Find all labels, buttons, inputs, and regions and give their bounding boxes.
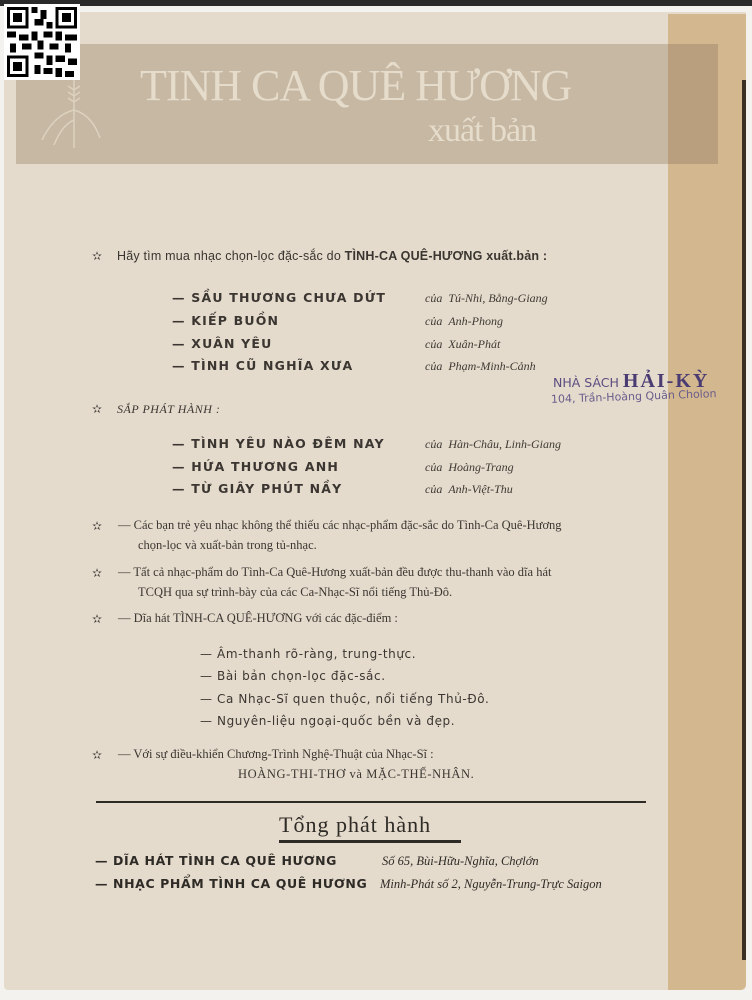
feature-item: — Âm-thanh rõ-ràng, trung-thực. bbox=[200, 647, 417, 661]
feature-item: — Nguyên-liệu ngoại-quốc bền và đẹp. bbox=[200, 714, 456, 728]
song-author: của Phạm-Minh-Cảnh bbox=[425, 359, 536, 373]
bookstore-address: 104, Trần-Hoàng Quân Cholon bbox=[550, 387, 717, 406]
song-entry: — TÌNH YÊU NÀO ĐÊM NAY bbox=[172, 436, 385, 451]
song-entry: — TỪ GIÂY PHÚT NẦY bbox=[172, 481, 343, 496]
song-entry: — KIẾP BUỒN bbox=[172, 313, 280, 328]
distributor-address: Minh-Phát số 2, Nguyễn-Trung-Trực Saigon bbox=[380, 877, 602, 891]
star-bullet-icon: ✫ bbox=[92, 612, 103, 626]
note-line: TCQH qua sự trình-bày của các Ca-Nhạc-Sĩ nổi tiếng Thủ-Đô. bbox=[138, 585, 453, 599]
song-author: của Hàn-Châu, Linh-Giang bbox=[425, 437, 561, 451]
qr-code-icon bbox=[4, 4, 80, 80]
song-author: của Anh-Việt-Thu bbox=[425, 482, 513, 496]
feature-item: — Ca Nhạc-Sĩ quen thuộc, nổi tiếng Thủ-Đô. bbox=[200, 692, 490, 706]
upcoming-heading: SẮP PHÁT HÀNH : bbox=[117, 402, 221, 416]
wheat-icon bbox=[34, 70, 104, 150]
strip-shadow-edge bbox=[742, 80, 746, 960]
direction-line: — Với sự điều-khiển Chương-Trình Nghệ-Thuật của Nhạc-Sĩ : bbox=[118, 747, 434, 761]
distributor-address: Số 65, Bùi-Hữu-Nghĩa, Chợlớn bbox=[382, 854, 539, 868]
intro-lead: Hãy tìm mua nhạc chọn-lọc đặc-sắc do bbox=[117, 249, 341, 263]
banner-subtitle: xuất bản bbox=[428, 112, 537, 149]
distributor-name: — NHẠC PHẨM TÌNH CA QUÊ HƯƠNG bbox=[95, 876, 368, 891]
star-bullet-icon: ✫ bbox=[92, 566, 103, 580]
director-names: HOÀNG-THI-THƠ và MẶC-THẾ-NHÂN. bbox=[238, 767, 475, 781]
note-line: — Dĩa hát TÌNH-CA QUÊ-HƯƠNG với các đặc-điểm : bbox=[118, 611, 398, 625]
song-author: của Hoàng-Trang bbox=[425, 460, 514, 474]
star-bullet-icon: ✫ bbox=[92, 748, 103, 762]
distribution-title: Tổng phát hành bbox=[279, 812, 432, 837]
intro-tail: xuất.bản : bbox=[486, 249, 548, 263]
song-entry: — SẦU THƯƠNG CHƯA DỨT bbox=[172, 290, 387, 305]
banner-title: TINH CA QUÊ HƯƠNG bbox=[140, 61, 572, 110]
distributor-name: — DĨA HÁT TÌNH CA QUÊ HƯƠNG bbox=[95, 853, 338, 868]
banner-overlap bbox=[668, 44, 718, 164]
intro-line bbox=[117, 249, 547, 263]
title-underline bbox=[279, 840, 461, 843]
song-author: của Xuân-Phát bbox=[425, 337, 501, 351]
feature-item: — Bài bản chọn-lọc đặc-sắc. bbox=[200, 669, 386, 683]
note-line: chọn-lọc và xuất-bản trong tủ-nhạc. bbox=[138, 538, 317, 552]
note-line: — Các bạn trẻ yêu nhạc không thể thiếu các nhạc-phẩm đặc-sắc do Tình-Ca Quê-Hương bbox=[118, 518, 562, 532]
song-entry: — HỨA THƯƠNG ANH bbox=[172, 459, 340, 474]
song-entry: — TÌNH CŨ NGHĨA XƯA bbox=[172, 358, 354, 373]
note-line: — Tất cả nhạc-phẩm do Tình-Ca Quê-Hương xuất-bản đều được thu-thanh vào dĩa hát bbox=[118, 565, 552, 579]
song-author: của Tú-Nhi, Bằng-Giang bbox=[425, 291, 548, 305]
song-entry: — XUÂN YÊU bbox=[172, 336, 273, 351]
bookstore-stamp: NHÀ SÁCH HẢI-KỲ bbox=[553, 370, 710, 392]
star-bullet-icon: ✫ bbox=[92, 249, 103, 263]
star-bullet-icon: ✫ bbox=[92, 402, 103, 416]
intro-brand: TÌNH-CA QUÊ-HƯƠNG bbox=[344, 249, 483, 263]
star-bullet-icon: ✫ bbox=[92, 519, 103, 533]
song-author: của Anh-Phong bbox=[425, 314, 503, 328]
divider bbox=[96, 801, 646, 803]
